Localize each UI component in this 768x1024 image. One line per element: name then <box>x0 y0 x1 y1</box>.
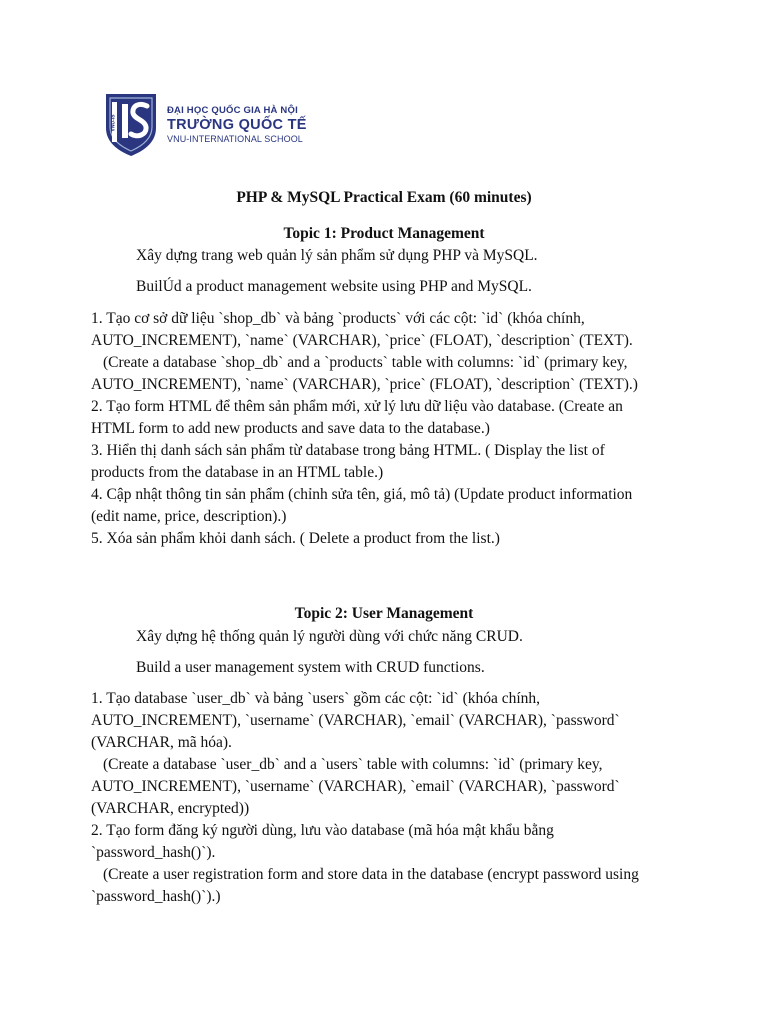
topic2-line: (VARCHAR, encrypted)) <box>91 800 250 817</box>
topic1-line: 2. Tạo form HTML để thêm sản phẩm mới, xử lý lưu dữ liệu vào database. (Create an <box>91 398 623 415</box>
topic1-line: (edit name, price, description).) <box>91 508 287 525</box>
topic2-line: `password_hash()`).) <box>91 888 221 905</box>
topic2-heading: Topic 2: User Management <box>294 605 474 622</box>
logo-university-name: ĐẠI HỌC QUỐC GIA HÀ NỘI <box>167 105 298 116</box>
topic2-line: AUTO_INCREMENT), `username` (VARCHAR), `email` (VARCHAR), `password` <box>91 712 620 729</box>
topic2-intro-vi: Xây dựng hệ thống quản lý người dùng với chức năng CRUD. <box>136 628 523 645</box>
logo-school-name: TRƯỜNG QUỐC TẾ <box>167 117 307 133</box>
topic1-line: 3. Hiển thị danh sách sản phẩm từ database trong bảng HTML. ( Display the list of <box>91 442 605 459</box>
topic1-line: 1. Tạo cơ sở dữ liệu `shop_db` và bảng `products` với các cột: `id` (khóa chính, <box>91 310 585 327</box>
topic1-line: 4. Cập nhật thông tin sản phẩm (chỉnh sửa tên, giá, mô tả) (Update product information <box>91 486 633 503</box>
topic1-line: products from the database in an HTML table.) <box>91 464 384 481</box>
svg-text:VNU-IS: VNU-IS <box>110 114 117 132</box>
topic1-line: AUTO_INCREMENT), `name` (VARCHAR), `price` (FLOAT), `description` (TEXT).) <box>91 376 638 393</box>
topic2-line: `password_hash()`). <box>91 844 216 861</box>
logo-wordmark <box>167 105 307 145</box>
logo-english-name: VNU-INTERNATIONAL SCHOOL <box>167 134 303 144</box>
topic1-line: (Create a database `shop_db` and a `products` table with columns: `id` (primary key, <box>103 354 628 371</box>
topic2-line: (VARCHAR, mã hóa). <box>91 734 232 751</box>
topic1-line: HTML form to add new products and save data to the database.) <box>91 420 490 437</box>
topic1-intro-en: BuilÚd a product management website using PHP and MySQL. <box>136 278 532 295</box>
topic2-intro-en: Build a user management system with CRUD functions. <box>136 659 485 676</box>
topic2-line: AUTO_INCREMENT), `username` (VARCHAR), `email` (VARCHAR), `password` <box>91 778 620 795</box>
topic1-intro-vi: Xây dựng trang web quản lý sản phẩm sử dụng PHP và MySQL. <box>136 247 538 264</box>
topic2-line: 1. Tạo database `user_db` và bảng `users` gồm các cột: `id` (khóa chính, <box>91 690 541 707</box>
topic2-line: (Create a user registration form and store data in the database (encrypt password using <box>103 866 639 883</box>
topic1-heading: Topic 1: Product Management <box>283 225 485 242</box>
shield-seal-icon <box>103 92 159 158</box>
topic1-line: 5. Xóa sản phẩm khỏi danh sách. ( Delete a product from the list.) <box>91 530 500 547</box>
topic1-line: AUTO_INCREMENT), `name` (VARCHAR), `price` (FLOAT), `description` (TEXT). <box>91 332 633 349</box>
topic2-line: (Create a database `user_db` and a `users` table with columns: `id` (primary key, <box>103 756 603 773</box>
topic2-line: 2. Tạo form đăng ký người dùng, lưu vào database (mã hóa mật khẩu bằng <box>91 822 554 839</box>
exam-title: PHP & MySQL Practical Exam (60 minutes) <box>236 189 532 206</box>
school-logo <box>103 92 318 158</box>
